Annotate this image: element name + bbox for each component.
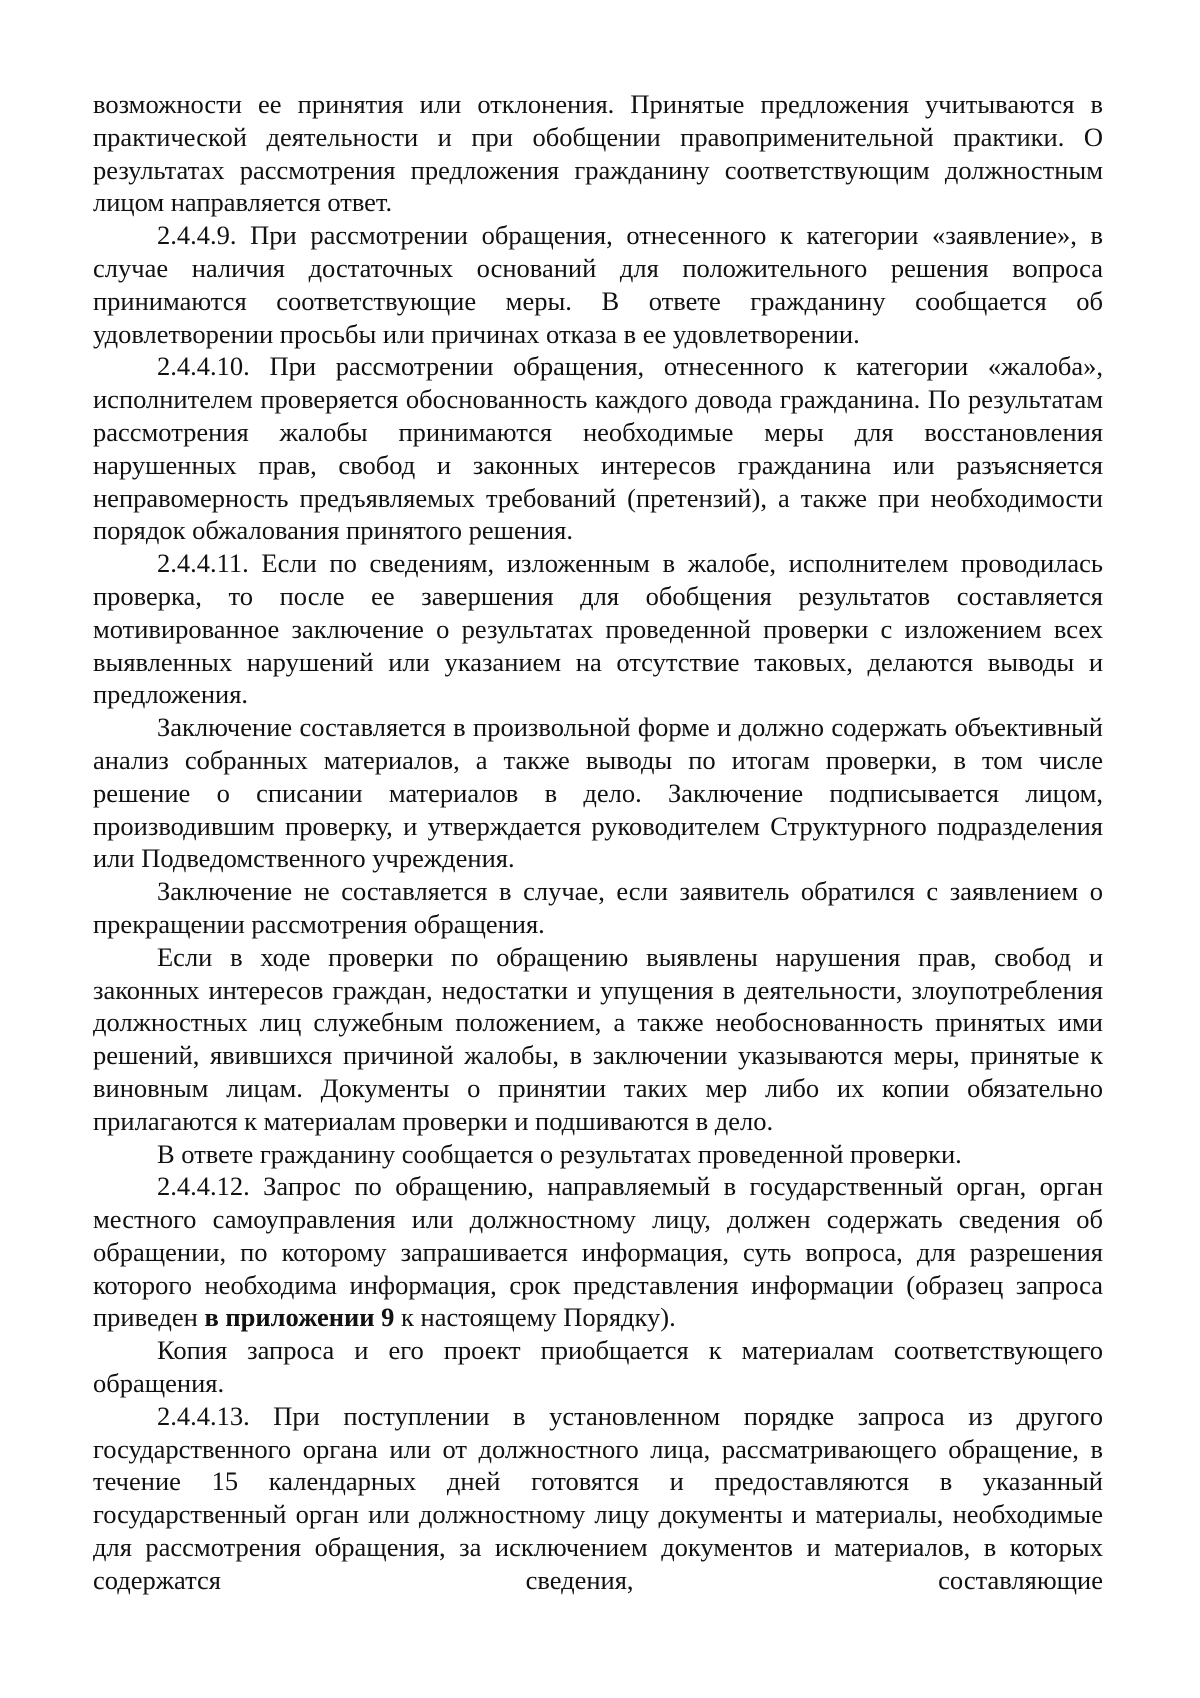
paragraph-2-4-4-13: 2.4.4.13. При поступлении в установленном порядке запроса из другого государственного органа или от должностного лица, рассматривающего обращение, в течение 15 календарных дней готовятся и предоставляются в указанный государственный орган или должностному лицу документы и материалы, необходимые для рассмотрения обращения, за исключением документов и материалов, в которых содержатся сведения, составляющие <box>93 1400 1103 1595</box>
paragraph-request-copy: Копия запроса и его проект приобщается к материалам соответствующего обращения. <box>93 1335 1103 1399</box>
paragraph-reply: В ответе гражданину сообщается о результатах проведенной проверки. <box>157 1138 962 1169</box>
paragraph-2-4-4-12-text-after: к настоящему Порядку). <box>394 1302 676 1333</box>
paragraph-conclusion-form: Заключение составляется в произвольной форме и должно содержать объективный анализ собранных материалов, а также выводы по итогам проверки, в том числе решение о списании материалов в дело. Заключение подписывается лицом, производившим проверку, и утверждается руководителем Структурного подразделения или Подведомственного учреждения. <box>93 712 1103 874</box>
paragraph-continuation: возможности ее принятия или отклонения. Принятые предложения учитываются в практической деятельности и при обобщении правоприменительной практики. О результатах рассмотрения предложения гражданину соответствующим должностным лицом направляется ответ. <box>93 89 1103 218</box>
document-page <box>93 88 1103 1597</box>
paragraph-violations: Если в ходе проверки по обращению выявлены нарушения прав, свобод и законных интересов граждан, недостатки и упущения в деятельности, злоупотребления должностных лиц служебным положением, а также необоснованность принятых ими решений, явившихся причиной жалобы, в заключении указываются меры, принятые к виновным лицам. Документы о принятии таких мер либо их копии обязательно прилагаются к материалам проверки и подшиваются в дело. <box>93 941 1103 1136</box>
paragraph-conclusion-not-drawn: Заключение не составляется в случае, если заявитель обратился с заявлением о прекращении рассмотрения обращения. <box>93 876 1103 939</box>
paragraph-2-4-4-11: 2.4.4.11. Если по сведениям, изложенным в жалобе, исполнителем проводилась проверка, то после ее завершения для обобщения результатов составляется мотивированное заключение о результатах проведенной проверки с изложением всех выявленных нарушений или указанием на отсутствие таковых, делаются выводы и предложения. <box>93 548 1103 710</box>
paragraph-2-4-4-9: 2.4.4.9. При рассмотрении обращения, отнесенного к категории «заявление», в случае наличия достаточных оснований для положительного решения вопроса принимаются соответствующие меры. В ответе гражданину сообщается об удовлетворении просьбы или причинах отказа в ее удовлетворении. <box>93 220 1103 349</box>
paragraph-2-4-4-12 <box>93 1170 1103 1334</box>
appendix-reference: в приложении 9 <box>204 1302 395 1333</box>
paragraph-2-4-4-10: 2.4.4.10. При рассмотрении обращения, отнесенного к категории «жалоба», исполнителем проверяется обоснованность каждого довода гражданина. По результатам рассмотрения жалобы принимаются необходимые меры для восстановления нарушенных прав, свобод и законных интересов гражданина или разъясняется неправомерность предъявляемых требований (претензий), а также при необходимости порядок обжалования принятого решения. <box>93 351 1103 546</box>
paragraph-2-4-4-12-text-before: 2.4.4.12. Запрос по обращению, направляемый в государственный орган, орган местного самоуправления или должностному лицу, должен содержать сведения об обращении, по которому запрашивается информация, суть вопроса, для разрешения которого необходима информация, срок представления информации (образец запроса приведен <box>93 1171 1103 1333</box>
